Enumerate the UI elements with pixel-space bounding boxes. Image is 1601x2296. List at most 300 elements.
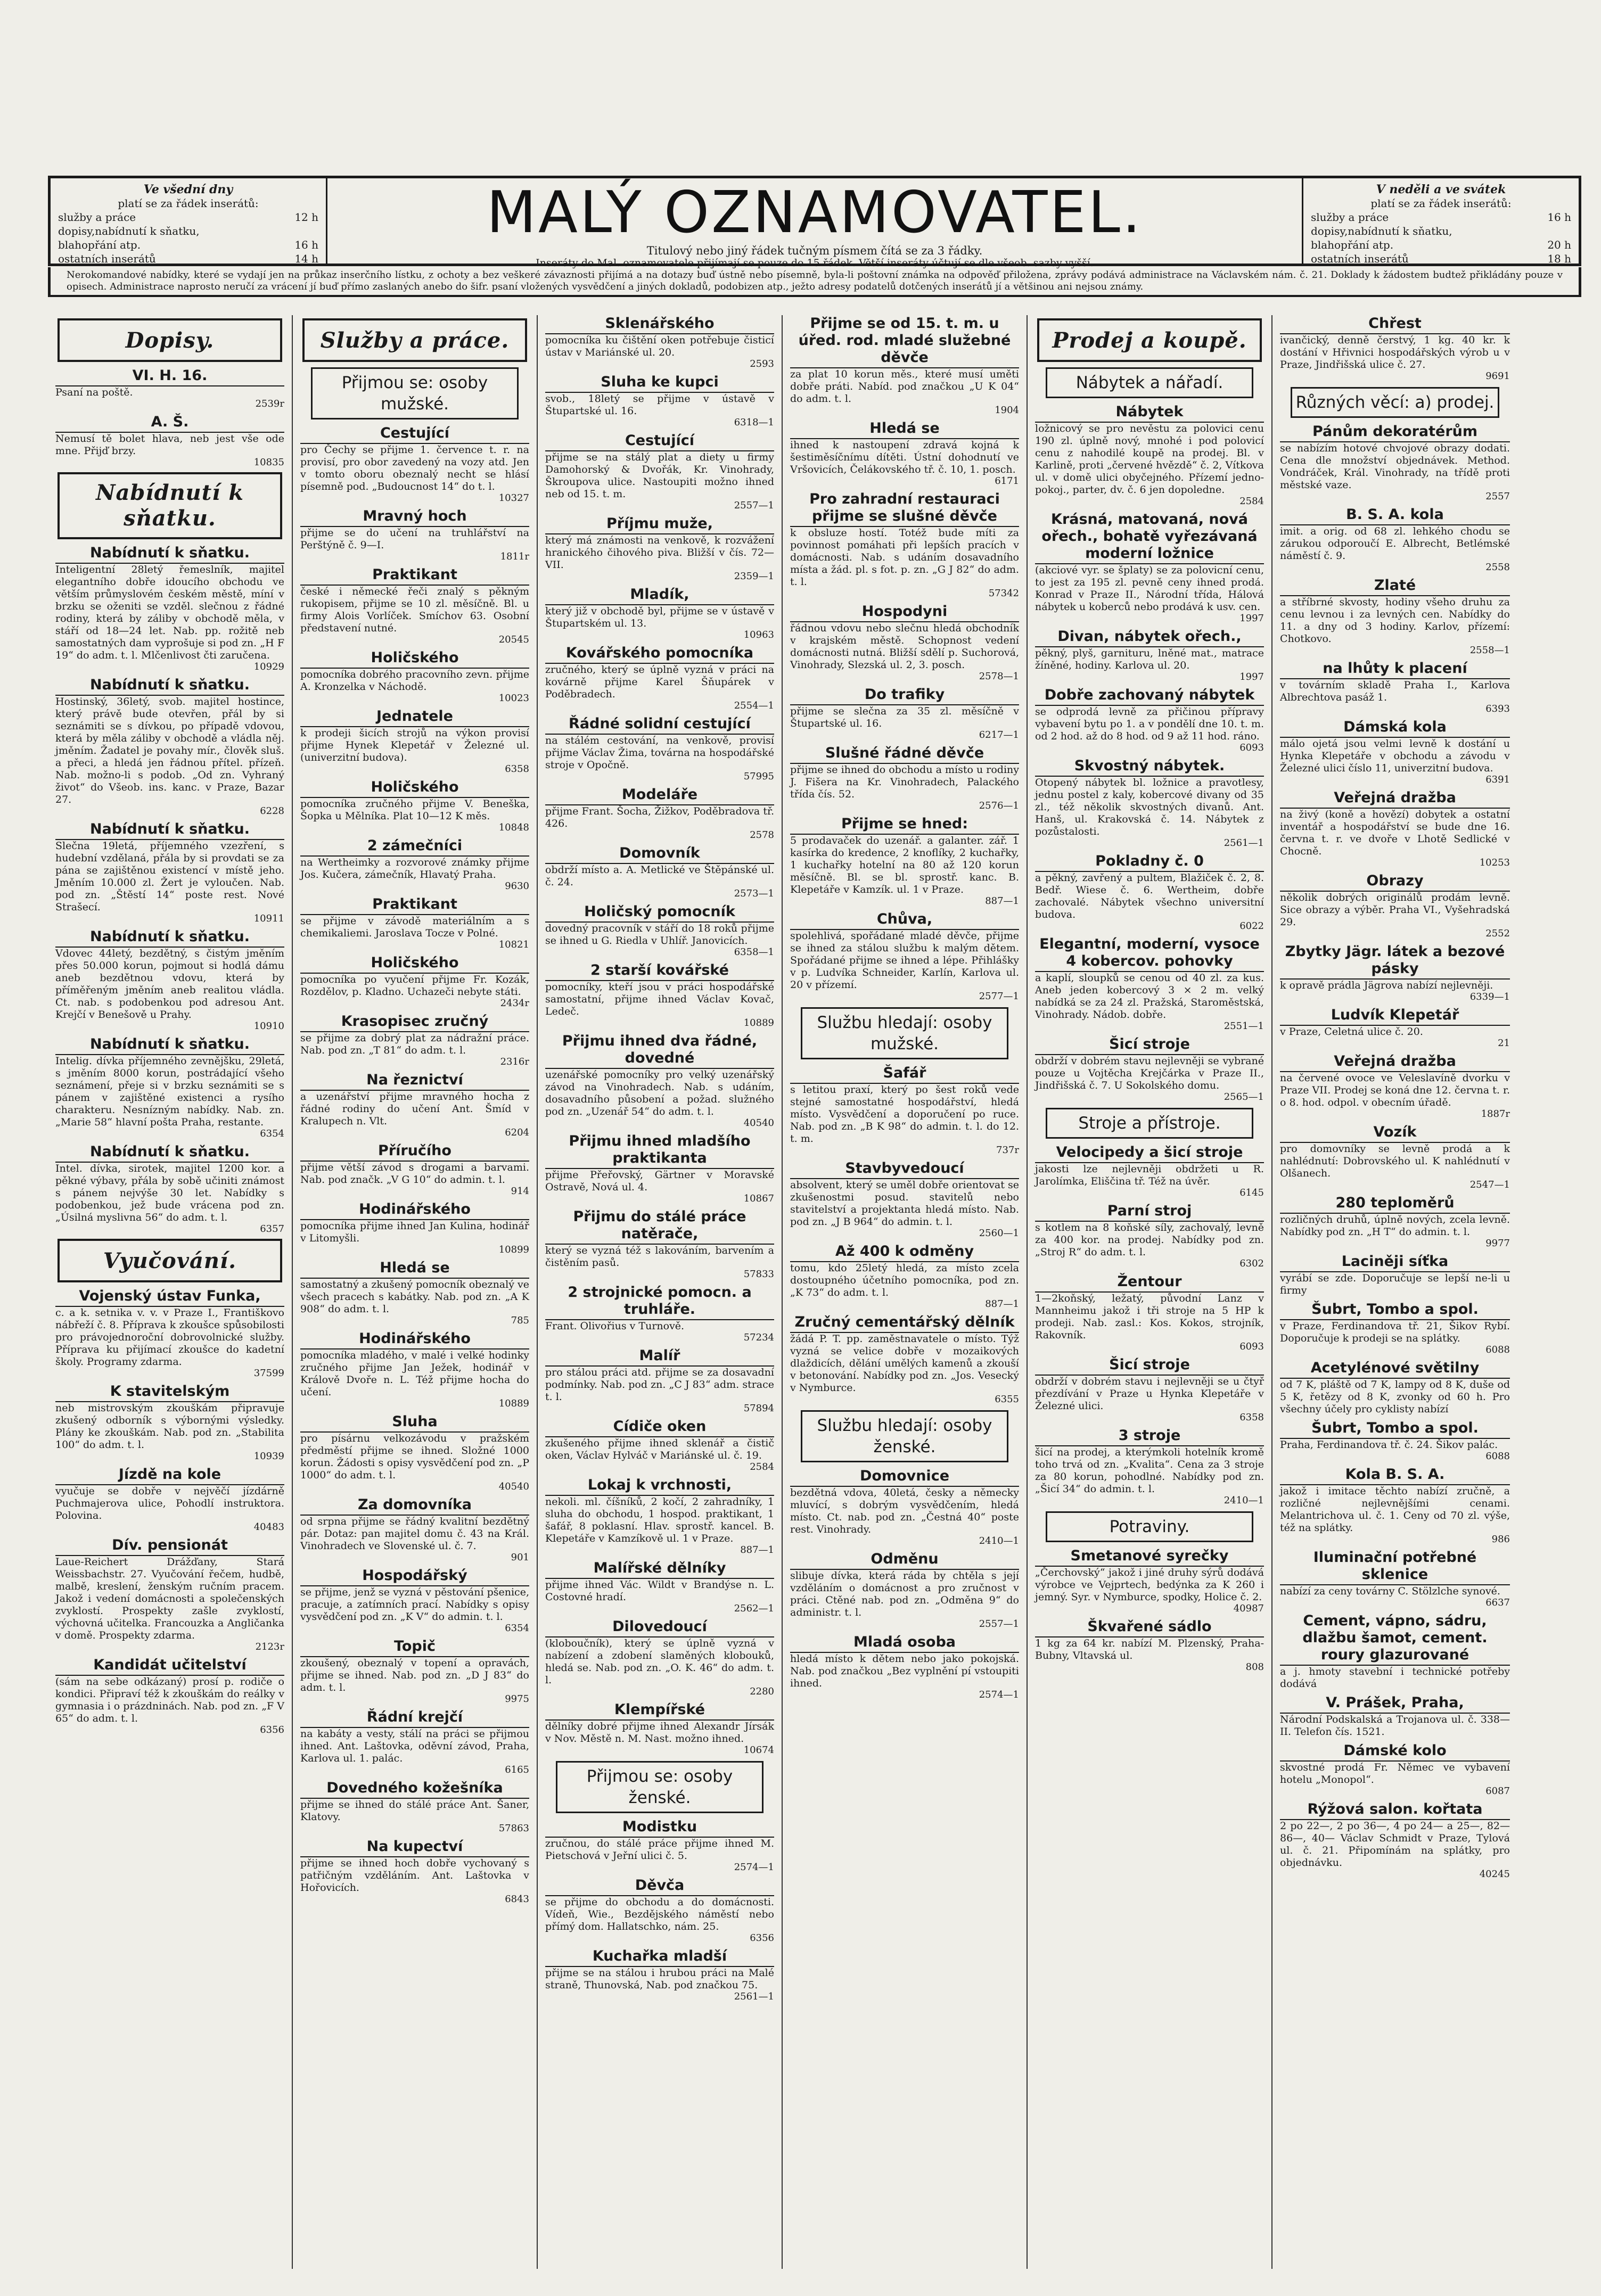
ad-heading: Hospodářský (300, 1567, 529, 1586)
subsection-furniture: Nábytek a nářadí. (1046, 367, 1253, 398)
ad-text: 2 po 22—, 2 po 36—, 4 po 24— a 25—, 82— 86—, 40— Václav Schmidt v Praze, Tylová ul. č. 21. Připomínám na splátky, pro objednávku. (1280, 1820, 1510, 1869)
ad-text: a kaplí, sloupků se cenou od 40 zl. za kus. Aneb jeden kobercový 3 × 2 m. velký nabídká se za 24 zl. Pražská, Staroměstská, Vinohrady. Nádob. dobře. (1035, 972, 1264, 1021)
ad-heading: Zbytky Jägr. látek a bezové pásky (1280, 943, 1510, 980)
ad-number: 40245 (1479, 1869, 1510, 1880)
ad-item (545, 1033, 774, 1129)
ad-number: 1997 (1239, 671, 1264, 682)
rate-label: dopisy,nabídnutí k sňatku, (58, 225, 200, 237)
ad-number: 6358 (1239, 1412, 1264, 1423)
ad-heading: Dív. pensionát (55, 1537, 284, 1556)
ad-item (790, 603, 1019, 682)
rate-row (1311, 252, 1571, 266)
ad-heading: Parní stroj (1035, 1203, 1264, 1222)
ad-text: žádá P. T. pp. zaměstnavatele o místo. Týž vyzná se velice dobře v mozaikových dlaždicích, dělání umělých kamenů a zkouší v betonování. Nabídky pod zn. „Jos. Vesecký v Nymburce. (790, 1333, 1019, 1394)
jobs-list (545, 315, 774, 1756)
ad-item (55, 545, 284, 672)
ad-text: 5 prodavaček do uzenář. a galanter. zář. 1 kasírka do kredence, 2 knoflíky, 2 kuchařky, 1 kuchařky hotelní na 80 až 120 korun měsíčně. Bl. se bl. sprostř. kanc. B. Klepetáře v Kamzík. ul. 1 v Praze. (790, 835, 1019, 895)
ad-heading: Pro zahradní restauraci přijme se slušné děvče (790, 491, 1019, 527)
ad-text: ložnicový se pro nevěstu za polovici cenu 190 zl. úplně nový, mnohé i pod polovicí cenu z nahodilé koupě na prodej. Bl. v Karlině, proti „červené hvězdě“ č. 2, Vítkova ul. v domě ulici obyčejného. Přízemí jedno-pokoj., parter, dv. č. 6 jen dopoledne. (1035, 423, 1264, 496)
ad-heading: Pokladny č. 0 (1035, 853, 1264, 872)
ad-item (300, 1496, 529, 1563)
ad-text: se odprodá levně za přičinou přípravy vybavení bytu po 1. a v pondělí dne 10. t. m. od 2 hod. až do 8 hod. od 9 až 11 hod. ráno. (1035, 706, 1264, 742)
rate-row (1311, 238, 1571, 252)
ad-item (545, 1877, 774, 1944)
ad-item (300, 1260, 529, 1326)
food-list (1035, 1548, 1264, 1673)
ad-heading: Mravný hoch (300, 508, 529, 527)
ad-text: k prodeji šicích strojů na výkon provisí přijme Hynek Klepetář v Železné ul. (univerzitní budova). (300, 727, 529, 763)
ad-heading: Acetylénové světilny (1280, 1360, 1510, 1379)
ad-number: 10327 (498, 492, 529, 504)
ad-text: pomocníky, kteří jsou v práci hospodářské samostatní, přijme ihned Václav Kovač, Ledeč. (545, 981, 774, 1017)
ad-heading: Holičský pomocník (545, 903, 774, 923)
rate-price: 12 h (294, 211, 318, 224)
ad-number: 20545 (498, 634, 529, 645)
ad-text: na živý (koně a hovězí) dobytek a ostatní inventář a hospodářství se bude dne 16. června t. r. ve dvoře v Lhotě Sedlické v Chocně. (1280, 809, 1510, 857)
ad-text: který již v obchodě byl, přijme se v ústavě v Štupartském ul. 13. (545, 605, 774, 629)
ad-text: 1 kg za 64 kr. nabízí M. Plzenský, Praha-Bubny, Vltavská ul. (1035, 1637, 1264, 1661)
ad-text: Intel. dívka, sirotek, majitel 1200 kor. a pěkné výbavy, přála by sobě učiniti známost s pánem nejvýše 30 let. Nabídky s podobenkou, jež bude vrácena pod zn. „Úsilná myslivna 56“ do adm. t. l. (55, 1163, 284, 1223)
subsection-misc-sale: Různých věcí: a) prodej. (1291, 387, 1499, 418)
ad-item (55, 677, 284, 817)
ad-text: neb mistrovským zkouškám připravuje zkušený odborník s výbornými výsledky. Plány ke zkouškám. Nab. pod zn. „Stabilita 100“ do adm. t. l. (55, 1402, 284, 1451)
ad-heading: Smetanové syrečky (1035, 1548, 1264, 1567)
ad-heading: Malíř (545, 1347, 774, 1367)
ad-item (1280, 1612, 1510, 1690)
ad-number: 6354 (505, 1623, 529, 1634)
ad-item (545, 1133, 774, 1204)
ad-number: 10899 (498, 1244, 529, 1255)
ad-item (545, 962, 774, 1028)
ad-heading: Zručný cementářský dělník (790, 1314, 1019, 1333)
ad-text: na Wertheimky a rozvorové známky přijme Jos. Kučera, zámečník, Hlavatý Praha. (300, 857, 529, 880)
ad-heading: Cestující (545, 432, 774, 451)
ad-number: 6354 (260, 1128, 284, 1139)
ad-text: na stálém cestování, na venkově, provisí přijme Václav Žima, továrna na hospodářské stroje v Opočně. (545, 735, 774, 771)
ad-heading: Cídiče oken (545, 1418, 774, 1437)
ad-number: 6355 (995, 1394, 1019, 1405)
ad-heading: Přijme se hned: (790, 816, 1019, 835)
ad-number: 986 (1491, 1534, 1510, 1545)
ad-item (55, 1036, 284, 1139)
ad-item (790, 1243, 1019, 1310)
ad-text: pomocníka zručného přijme V. Beneška, Šopka u Mělníka. Plat 10—12 K měs. (300, 798, 529, 822)
ad-number: 2123r (255, 1641, 284, 1652)
ad-item (545, 1347, 774, 1414)
ad-number: 1887r (1481, 1108, 1510, 1120)
ad-item (300, 1201, 529, 1255)
ad-heading: Za domovníka (300, 1496, 529, 1516)
ad-item (300, 708, 529, 775)
ad-item (545, 1284, 774, 1343)
ad-heading: Kuchařka mladší (545, 1948, 774, 1967)
ad-item (1035, 511, 1264, 624)
ad-text: české i německé řeči znalý s pěkným rukopisem, přijme se 10 zl. měsíčně. Bl. u firmy Alois Vorlíček. Smíchov 63. Osobní představení nutné. (300, 586, 529, 634)
ad-columns (48, 315, 1581, 2269)
ad-item (300, 1330, 529, 1409)
ad-heading: Praktikant (300, 566, 529, 586)
ad-number: 2576—1 (979, 800, 1019, 811)
ad-number: 2593 (750, 358, 774, 369)
rate-price: 16 h (294, 238, 318, 251)
ad-text: přijme se do učení na truhlářství na Perštýně č. 9—I. (300, 527, 529, 551)
ad-number: 10023 (498, 693, 529, 704)
ad-text: jakosti lze nejlevněji obdržeti u R. Jarolímka, Eliščina tř. Též na úvěr. (1035, 1163, 1264, 1187)
ad-text: vyučuje se dobře v nejvěčí jízdárně Puchmajerova ulice, Pohodlí instruktora. Polovina. (55, 1485, 284, 1521)
masthead-inserts-note: Inseráty do Mal. oznamovatele přijímají se pouze do 15 řádek. Větší inseráty účtují se dle všeob. sazby vyšší. (536, 257, 1094, 269)
ad-item (790, 911, 1019, 1002)
ad-number: 10929 (253, 661, 284, 672)
ad-item (300, 837, 529, 892)
ad-item (1280, 1007, 1510, 1049)
ad-text: rozličných druhů, úplně nových, zcela levně. Nabídky pod zn. „H T“ do admin. t. l. (1280, 1214, 1510, 1238)
ad-number: 2552 (1485, 928, 1510, 939)
ad-number: 2316r (500, 1056, 529, 1067)
ad-number: 2547—1 (1469, 1179, 1510, 1190)
ad-heading: Stavbyvedoucí (790, 1160, 1019, 1179)
ad-text: samostatný a zkušený pomocník obeznalý ve všech pracech s kabátky. Nab. pod zn. „A K 908“ do adm. t. l. (300, 1279, 529, 1315)
ad-item (300, 1013, 529, 1067)
ad-item (300, 1142, 529, 1197)
ad-heading: Hledá se (790, 420, 1019, 439)
ad-item (1280, 315, 1510, 382)
ad-heading: B. S. A. kola (1280, 506, 1510, 525)
ad-heading: Zlaté (1280, 577, 1510, 596)
ad-item (545, 1208, 774, 1280)
section-header-services: Služby a práce. (302, 318, 527, 362)
ad-number: 57833 (743, 1269, 774, 1280)
ad-number: 10963 (743, 629, 774, 640)
ad-item (1035, 936, 1264, 1032)
ad-text: zručného, který se úplně vyzná v práci na kovárně přijme Karel Šňupárek v Poděbradech. (545, 664, 774, 700)
ad-item (1280, 719, 1510, 785)
ad-number: 37599 (253, 1368, 284, 1379)
ad-item (1280, 1360, 1510, 1416)
ad-number: 10911 (253, 913, 284, 924)
ad-text: řádnou vdovu nebo slečnu hledá obchodník v krajském městě. Schopnost vedení domácnosti nutná. Bližší sdělí p. Suchorová, Vinohrady, Slezská ul. 2, 3. posch. (790, 622, 1019, 671)
ad-number: 2561—1 (1224, 837, 1264, 849)
ad-item (55, 1288, 284, 1379)
rate-label: blahopřání atp. (1311, 238, 1394, 251)
ad-number: 40540 (498, 1481, 529, 1492)
ad-text: nabízí za ceny továrny C. Stölzlche synové. (1280, 1585, 1500, 1597)
ad-text: dělníky dobré přijme ihned Alexandr Jírsák v Nov. Městě n. M. Nast. možno ihned. (545, 1721, 774, 1744)
ad-heading: Nábytek (1035, 404, 1264, 423)
ad-text: nekoli. ml. číšníků, 2 kočí, 2 zahradníky, 1 sluha do obchodu, 1 hospod. praktikant, 1 šafář, 8 poklasní. Hlav. sprostř. kancel. B. Klepetáře v Kamzíkově ul. 1 v Praze. (545, 1496, 774, 1544)
ad-item (1280, 1195, 1510, 1249)
ad-heading: 2 zámečníci (300, 837, 529, 857)
ad-heading: Jízdě na kole (55, 1466, 284, 1485)
ad-item (55, 1657, 284, 1735)
ad-item (545, 515, 774, 582)
ad-item (300, 896, 529, 950)
ad-number: 914 (511, 1186, 529, 1197)
ad-heading: Sklenářského (545, 315, 774, 334)
ad-heading: Vozík (1280, 1124, 1510, 1143)
ad-item (300, 1709, 529, 1775)
ad-number: 57342 (988, 588, 1019, 599)
column-2 (293, 315, 538, 2269)
ad-text: se přijme za dobrý plat za nádražní práce. Nab. pod zn. „T 81“ do adm. t. l. (300, 1032, 529, 1056)
rate-price: 18 h (1547, 252, 1571, 265)
ad-heading: Ludvík Klepetář (1280, 1007, 1510, 1026)
ad-item (300, 508, 529, 562)
ad-text: s letitou praxí, který po šest roků vede stejné samostatné hospodářství, hledá místo. Vysvědčení a doporučení po ruce. Nab. pod zn. „B K 98“ do admin. t. l. do 12. t. m. (790, 1084, 1019, 1145)
ad-heading: Šicí stroje (1035, 1036, 1264, 1055)
ad-text: a pěkný, zavřený a pultem, Blažiček č. 2, 8. Bedř. Wiese č. 6. Wertheim, dobře zachovalé. Nábytek všechno universitní budova. (1035, 872, 1264, 920)
ad-number: 2578—1 (979, 671, 1019, 682)
ad-item (1280, 1053, 1510, 1120)
sunday-rates (1302, 178, 1579, 264)
ad-item (300, 1072, 529, 1138)
weekday-rates (51, 178, 327, 264)
ad-item (1280, 1694, 1510, 1738)
ad-item (300, 779, 529, 833)
ad-text: Inteligentní 28letý řemeslník, majitel elegantního dobře idoucího obchodu ve větším průmyslovém českém městě, míní v brzku se oženiti se vzděl. slečnou z řádné rodiny, která by záliby v obchodě měla, v stáří od 18—24 let. Nab. pp. rožitě neb samostatných dam vyprošuje si pod zn. „H F 19“ do adm. t. l. Mlčenlivost čti zaručena. (55, 564, 284, 661)
ad-heading: Odměnu (790, 1551, 1019, 1570)
ad-item (1280, 873, 1510, 939)
ad-heading: Řádní krejčí (300, 1709, 529, 1728)
ad-text: pomocníka po vyučení přijme Fr. Kozák, Rozdělov, p. Kladno. Uchazeči nebyte státi. (300, 974, 529, 998)
ad-text: zkoušený, obeznalý v topení a opravách, přijme se ihned. Nab. pod zn. „D J 83“ do adm. t. l. (300, 1657, 529, 1693)
ad-number: 808 (1245, 1661, 1264, 1673)
rate-price: 16 h (1547, 211, 1571, 224)
ad-text: málo ojetá jsou velmi levně k dostání u Hynka Klepetáře v obchodu a závodu v Železné ulici číslo 11, univerzitní budova. (1280, 738, 1510, 774)
ad-item (1035, 628, 1264, 682)
ad-item (1035, 1618, 1264, 1673)
ad-text: Laue-Reichert Drážďany, Stará Weissbachstr. 27. Vyučování řečem, hudbě, malbě, kreslení, ženským ručním pracem. Jakož i vedení domácnosti a společenských zvyklostí. Prospekty zašle zvyklostí, výchovná učitelka. Francouzka a Angličanka v domě. Prospekty zdarma. (55, 1556, 284, 1641)
ad-heading: Kovářského pomocníka (545, 645, 774, 664)
ad-number: 2560—1 (979, 1228, 1019, 1239)
ad-item (790, 1634, 1019, 1700)
education-list (55, 1288, 284, 1735)
men-hired-list (300, 425, 529, 1905)
admin-notice: Nerokomandové nabídky, které se vydají jen na průkaz inserčního lístku, z ochoty a bez veškeré závaznosti přijímá a na dotazy buď ústně nebo písemně, byla-li poštovní známka na odpověď přiložena, zprávy podává administrace na Václavském nám. č. 21. Doklady k žádostem budtež přikládány pouze v opisech. Administrace naprosto neručí za vrácení jí buď přímo zaslaných anebo do šifr. psaní vložených vysvědčení a jiných dokladů, podobizen atp., ježto adresy podatelů dotčených inserátů jí a většinou ani nejsou známy. (48, 267, 1581, 297)
ad-text: na kabáty a vesty, stálí na práci se přijmou ihned. Ant. Laštovka, oděvní závod, Praha, Karlova ul. 1. palác. (300, 1728, 529, 1764)
ad-text: přijme se slečna za 35 zl. měsíčně v Štupartské ul. 16. (790, 705, 1019, 729)
ad-number: 2573—1 (734, 888, 774, 899)
ad-text: svob., 18letý se přijme v ústavě v Štupartské ul. 16. (545, 393, 774, 417)
ad-text: vyrábí se zde. Doporučuje se lepší ne-li u firmy (1280, 1272, 1510, 1296)
ad-item (1035, 1203, 1264, 1269)
ad-text: přijme Přeřovský, Gärtner v Moravské Ostravě, Nová ul. 4. (545, 1169, 774, 1193)
ad-number: 887—1 (740, 1544, 774, 1556)
food-list-cont (1280, 315, 1510, 382)
ad-text: v Praze, Ferdinandova tř. 21, Šikov Rybí. Doporučuje k prodeji se na splátky. (1280, 1320, 1510, 1344)
ad-text: pomocníka přijme ihned Jan Kulina, hodinář v Litomyšli. (300, 1220, 529, 1244)
ad-heading: Žentour (1035, 1273, 1264, 1293)
ad-number: 6356 (260, 1724, 284, 1735)
ad-item (790, 1551, 1019, 1630)
ad-number: 57863 (498, 1823, 529, 1834)
weekday-rates-title: Ve všední dny (143, 183, 233, 196)
ad-number: 10867 (743, 1193, 774, 1204)
ad-text: šicí na prodej, a kterýmkoli hotelník kromě toho trvá od zn. „Kvalita“. Cena za 3 stroje za 80 korun, pohodlné. Nabídky pod zn. „Šicí 34“ do admin. t. l. (1035, 1446, 1264, 1495)
ad-heading: Hospodyni (790, 603, 1019, 622)
newspaper-page (48, 176, 1581, 2268)
ad-number: 6204 (505, 1127, 529, 1138)
ad-heading: Přijmu ihned dva řádné, dovedné (545, 1033, 774, 1069)
rate-label: ostatních inserátů (1311, 252, 1409, 265)
women-jobs-list (790, 315, 1019, 1002)
ad-heading: Příjmu muže, (545, 515, 774, 534)
ad-number: 2584 (750, 1461, 774, 1472)
ad-text: a uzenářství přijme mravného hocha z řádné rodiny do učení Ant. Šmíd v Kralupech n. Vlt. (300, 1091, 529, 1127)
ad-heading: Modeláře (545, 786, 774, 805)
ad-item (545, 1701, 774, 1756)
ad-item (1280, 506, 1510, 573)
subsection-machines: Stroje a přístroje. (1046, 1108, 1253, 1139)
ad-heading: Nabídnutí k sňatku. (55, 821, 284, 840)
subsection-men-seeking: Službu hledají: osoby mužské. (801, 1007, 1008, 1059)
ad-heading: Vojenský ústav Funka, (55, 1288, 284, 1307)
ad-item (790, 1160, 1019, 1239)
ad-item (545, 374, 774, 428)
ad-number: 1811r (500, 551, 529, 562)
ad-text: pěkný, plyš, garnituru, lněné mat., matrace žíněné, hodiny. Karlova ul. 20. (1035, 647, 1264, 671)
ad-number: 2557 (1485, 491, 1510, 502)
ad-text: přijme se ihned do obchodu a místo u rodiny J. Fišera na Kr. Vinohradech, Palackého třída čís. 52. (790, 764, 1019, 800)
ad-text: tomu, kdo 25letý hledá, za místo zcela dostoupného účetního pomocníka, pod zn. „K 73“ do adm. t. l. (790, 1262, 1019, 1298)
ad-heading: Domovnice (790, 1468, 1019, 1487)
rate-label: služby a práce (1311, 211, 1389, 224)
ad-item (790, 745, 1019, 811)
ad-number: 6217—1 (979, 729, 1019, 740)
ad-heading: Nabídnutí k sňatku. (55, 677, 284, 696)
ad-heading: Cement, vápno, sádru, dlažbu šamot, cement. roury glazurované (1280, 1612, 1510, 1666)
ad-heading: Na řeznictví (300, 1072, 529, 1091)
furniture-list (1035, 404, 1264, 1102)
ad-text: obdrží v dobrém stavu i nejlevněji se u čtyř přezdívání v Praze u Hynka Klepetáře v Železné ulici. (1035, 1376, 1264, 1412)
ad-item (545, 1818, 774, 1873)
ad-heading: Holičského (300, 649, 529, 669)
ad-heading: Šafář (790, 1065, 1019, 1084)
ad-text: přijme se ihned hoch dobře vychovaný s patřičným vzděláním. Ant. Laštovka v Hořovicích. (300, 1857, 529, 1894)
ad-item (1035, 758, 1264, 849)
ad-text: Vdovec 44letý, bezdětný, s čistým jměním přes 50.000 korun, pojmout si hodlá dámu aneb bezdětnou vdovu, která by příměřeným jměním aneb realitou vládla. Ct. nab. s podobenkou pod adresou Ant. Krejčí v Benešově u Prahy. (55, 948, 284, 1021)
ad-heading: Pánům dekoratérům (1280, 423, 1510, 442)
ad-item (545, 845, 774, 899)
subsection-women-hired: Přijmou se: osoby ženské. (556, 1761, 763, 1813)
ad-item (1280, 1742, 1510, 1797)
misc-sale-list (1280, 423, 1510, 1880)
ad-text: přijme větší závod s drogami a barvami. Nab. pod značk. „V G 10“ do admin. t. l. (300, 1162, 529, 1186)
ad-heading: Škvařené sádlo (1035, 1618, 1264, 1637)
ad-text: ivančický, denně čerstvý, 1 kg. 40 kr. k dostání v Hřivnici hospodářských výrob u v Praze, Jindřišská ulice č. 27. (1280, 334, 1510, 371)
ad-heading: Cestující (300, 425, 529, 444)
ad-heading: Divan, nábytek ořech., (1035, 628, 1264, 647)
ad-number: 2557—1 (979, 1618, 1019, 1630)
women-hired-list (545, 1818, 774, 2002)
ad-text: obdrží místo a. A. Metlické ve Štěpánské ul. č. 24. (545, 864, 774, 888)
marriage-list (55, 545, 284, 1235)
ad-text: přijme se na stálou i hrubou práci na Malé straně, Thunovská, Nab. pod značkou 75. (545, 1967, 774, 1991)
ad-number: 10674 (743, 1744, 774, 1756)
ad-text: Slečna 19letá, příjemného vzezření, s hudební vzdělaná, přála by si provdati se za pána se zajištěnou existencí v místě jeho. Jměním 10.000 zl. Žert je vyloučen. Nab. pod zn. „Štěstí 14“ poste rest. Nové Strašecí. (55, 840, 284, 913)
ad-number: 887—1 (985, 895, 1019, 907)
ad-text: Nemusí tě bolet hlava, neb jest vše ode mne. Přijď brzy. (55, 433, 284, 457)
ad-text: absolvent, který se uměl dobře orientovat se zkušenostmi posud. stavitelů nebo stavitelství a projektanta hledá místo. Nab. pod zn. „J B 964“ do admin. t. l. (790, 1179, 1019, 1228)
ad-item (790, 420, 1019, 487)
ad-item (545, 903, 774, 958)
ad-number: 6843 (505, 1894, 529, 1905)
ad-number: 785 (511, 1315, 529, 1326)
ad-heading: Obrazy (1280, 873, 1510, 892)
ad-heading: Hodinářského (300, 1201, 529, 1220)
ad-heading: Děvča (545, 1877, 774, 1896)
ad-number: 901 (511, 1552, 529, 1563)
ad-number: 2578 (750, 829, 774, 841)
ad-heading: Velocipedy a šicí stroje (1035, 1144, 1264, 1163)
ad-item (55, 1537, 284, 1652)
ad-heading: Holičského (300, 779, 529, 798)
masthead-subtitle: Titulový nebo jiný řádek tučným písmem čítá se za 3 řádky. (646, 244, 983, 257)
sunday-rates-subtitle: platí se za řádek inserátů: (1370, 197, 1512, 210)
ad-number: 10939 (253, 1451, 284, 1462)
ad-heading: Hodinářského (300, 1330, 529, 1349)
ad-number: 1904 (995, 405, 1019, 416)
ad-number: 10910 (253, 1021, 284, 1032)
ad-text: jakož i imitace těchto nabízí zručně, a rozličné nejlevnějšími cenami. Melantrichova ul. č. 1. Ceny od 70 zl. výše, též na splátky. (1280, 1485, 1510, 1534)
ad-heading: Sluha ke kupci (545, 374, 774, 393)
ad-item (545, 645, 774, 711)
ad-item (1035, 404, 1264, 507)
ad-heading: Mladík, (545, 586, 774, 605)
ad-number: 6088 (1485, 1344, 1510, 1355)
ad-text: Národní Podskalská a Trojanova ul. č. 338—II. Telefon čís. 1521. (1280, 1714, 1510, 1738)
ad-text: slibuje dívka, která ráda by chtěla s její vzděláním o domácnost a pro zručnost v práci. Ctěné nab. pod zn. „Odměna 9“ do administr. t. l. (790, 1570, 1019, 1618)
ad-text: s kotlem na 8 koňské síly, zachovalý, levně za 400 kor. na prodej. Nabídky pod zn. „Stroj R“ do adm. t. l. (1035, 1222, 1264, 1258)
ad-item (1280, 1124, 1510, 1190)
masthead (327, 178, 1302, 269)
ad-item (1280, 1549, 1510, 1608)
ad-item (1280, 1253, 1510, 1297)
ad-text: za plat 10 korun měs., které musí uměti dobře práti. Nabíd. pod značkou „U K 04“ do adm. t. l. (790, 368, 1019, 405)
ad-number: 2574—1 (734, 1862, 774, 1873)
ad-text: několik dobrých originálů prodám levně. Sice obrazy a výběr. Praha VI., Vyšehradská 29. (1280, 892, 1510, 928)
women-seeking-list (790, 1468, 1019, 1700)
ad-item (790, 686, 1019, 740)
ad-heading: Slušné řádné děvče (790, 745, 1019, 764)
ad-number: 6318—1 (734, 417, 774, 428)
ad-number: 40540 (743, 1117, 774, 1129)
ad-item (790, 491, 1019, 599)
ad-item (300, 1567, 529, 1634)
ad-heading: na lhůty k placení (1280, 660, 1510, 679)
ad-item (300, 1780, 529, 1834)
ad-item (300, 1638, 529, 1705)
ad-heading: Laciněji síťka (1280, 1253, 1510, 1272)
ad-heading: Malířské dělníky (545, 1560, 774, 1579)
ad-number: 6358 (505, 763, 529, 775)
ad-heading: Praktikant (300, 896, 529, 915)
ad-number: 10889 (743, 1017, 774, 1028)
ad-item (790, 816, 1019, 907)
ad-number: 6356 (750, 1932, 774, 1944)
ad-text: imit. a orig. od 68 zl. lehkého chodu se zárukou odporoučí E. Albrecht, Betlémské náměstí č. 9. (1280, 525, 1510, 562)
ad-item (545, 1477, 774, 1556)
ad-text: pro domovníky se levně prodá a k nahlédnutí: Dobrovského ul. K nahlédnutí v Olšanech. (1280, 1143, 1510, 1179)
ad-item (790, 1065, 1019, 1156)
rate-price: 20 h (1547, 238, 1571, 251)
ad-text: Psaní na poště. (55, 386, 133, 398)
ad-heading: 280 teploměrů (1280, 1195, 1510, 1214)
ad-text: c. a k. setnika v. v. v Praze I., Františkovo nábřeží č. 8. Příprava k zkoušce spůsobilosti pro právojednoroční dobrovolnické služby. Příprava ku přijímací zkoušce do kadetní školy. Programy zdarma. (55, 1307, 284, 1368)
section-header-education: Vyučování. (58, 1239, 282, 1282)
ad-item (55, 928, 284, 1032)
ad-text: se přijme do obchodu a do domácnosti. Vídeň, Wie., Bezdějského náměstí nebo přímý dom. Hallatschko, nám. 25. (545, 1896, 774, 1932)
ad-text: Otopený nábytek bl. ložnice a pravotlesy, jednu postel z kaly, kobercové divany od 35 zl., též několik skvostných divanů. Ant. Hanš, ul. Krakovská č. 14. Nábytek z pozůstalosti. (1035, 777, 1264, 837)
